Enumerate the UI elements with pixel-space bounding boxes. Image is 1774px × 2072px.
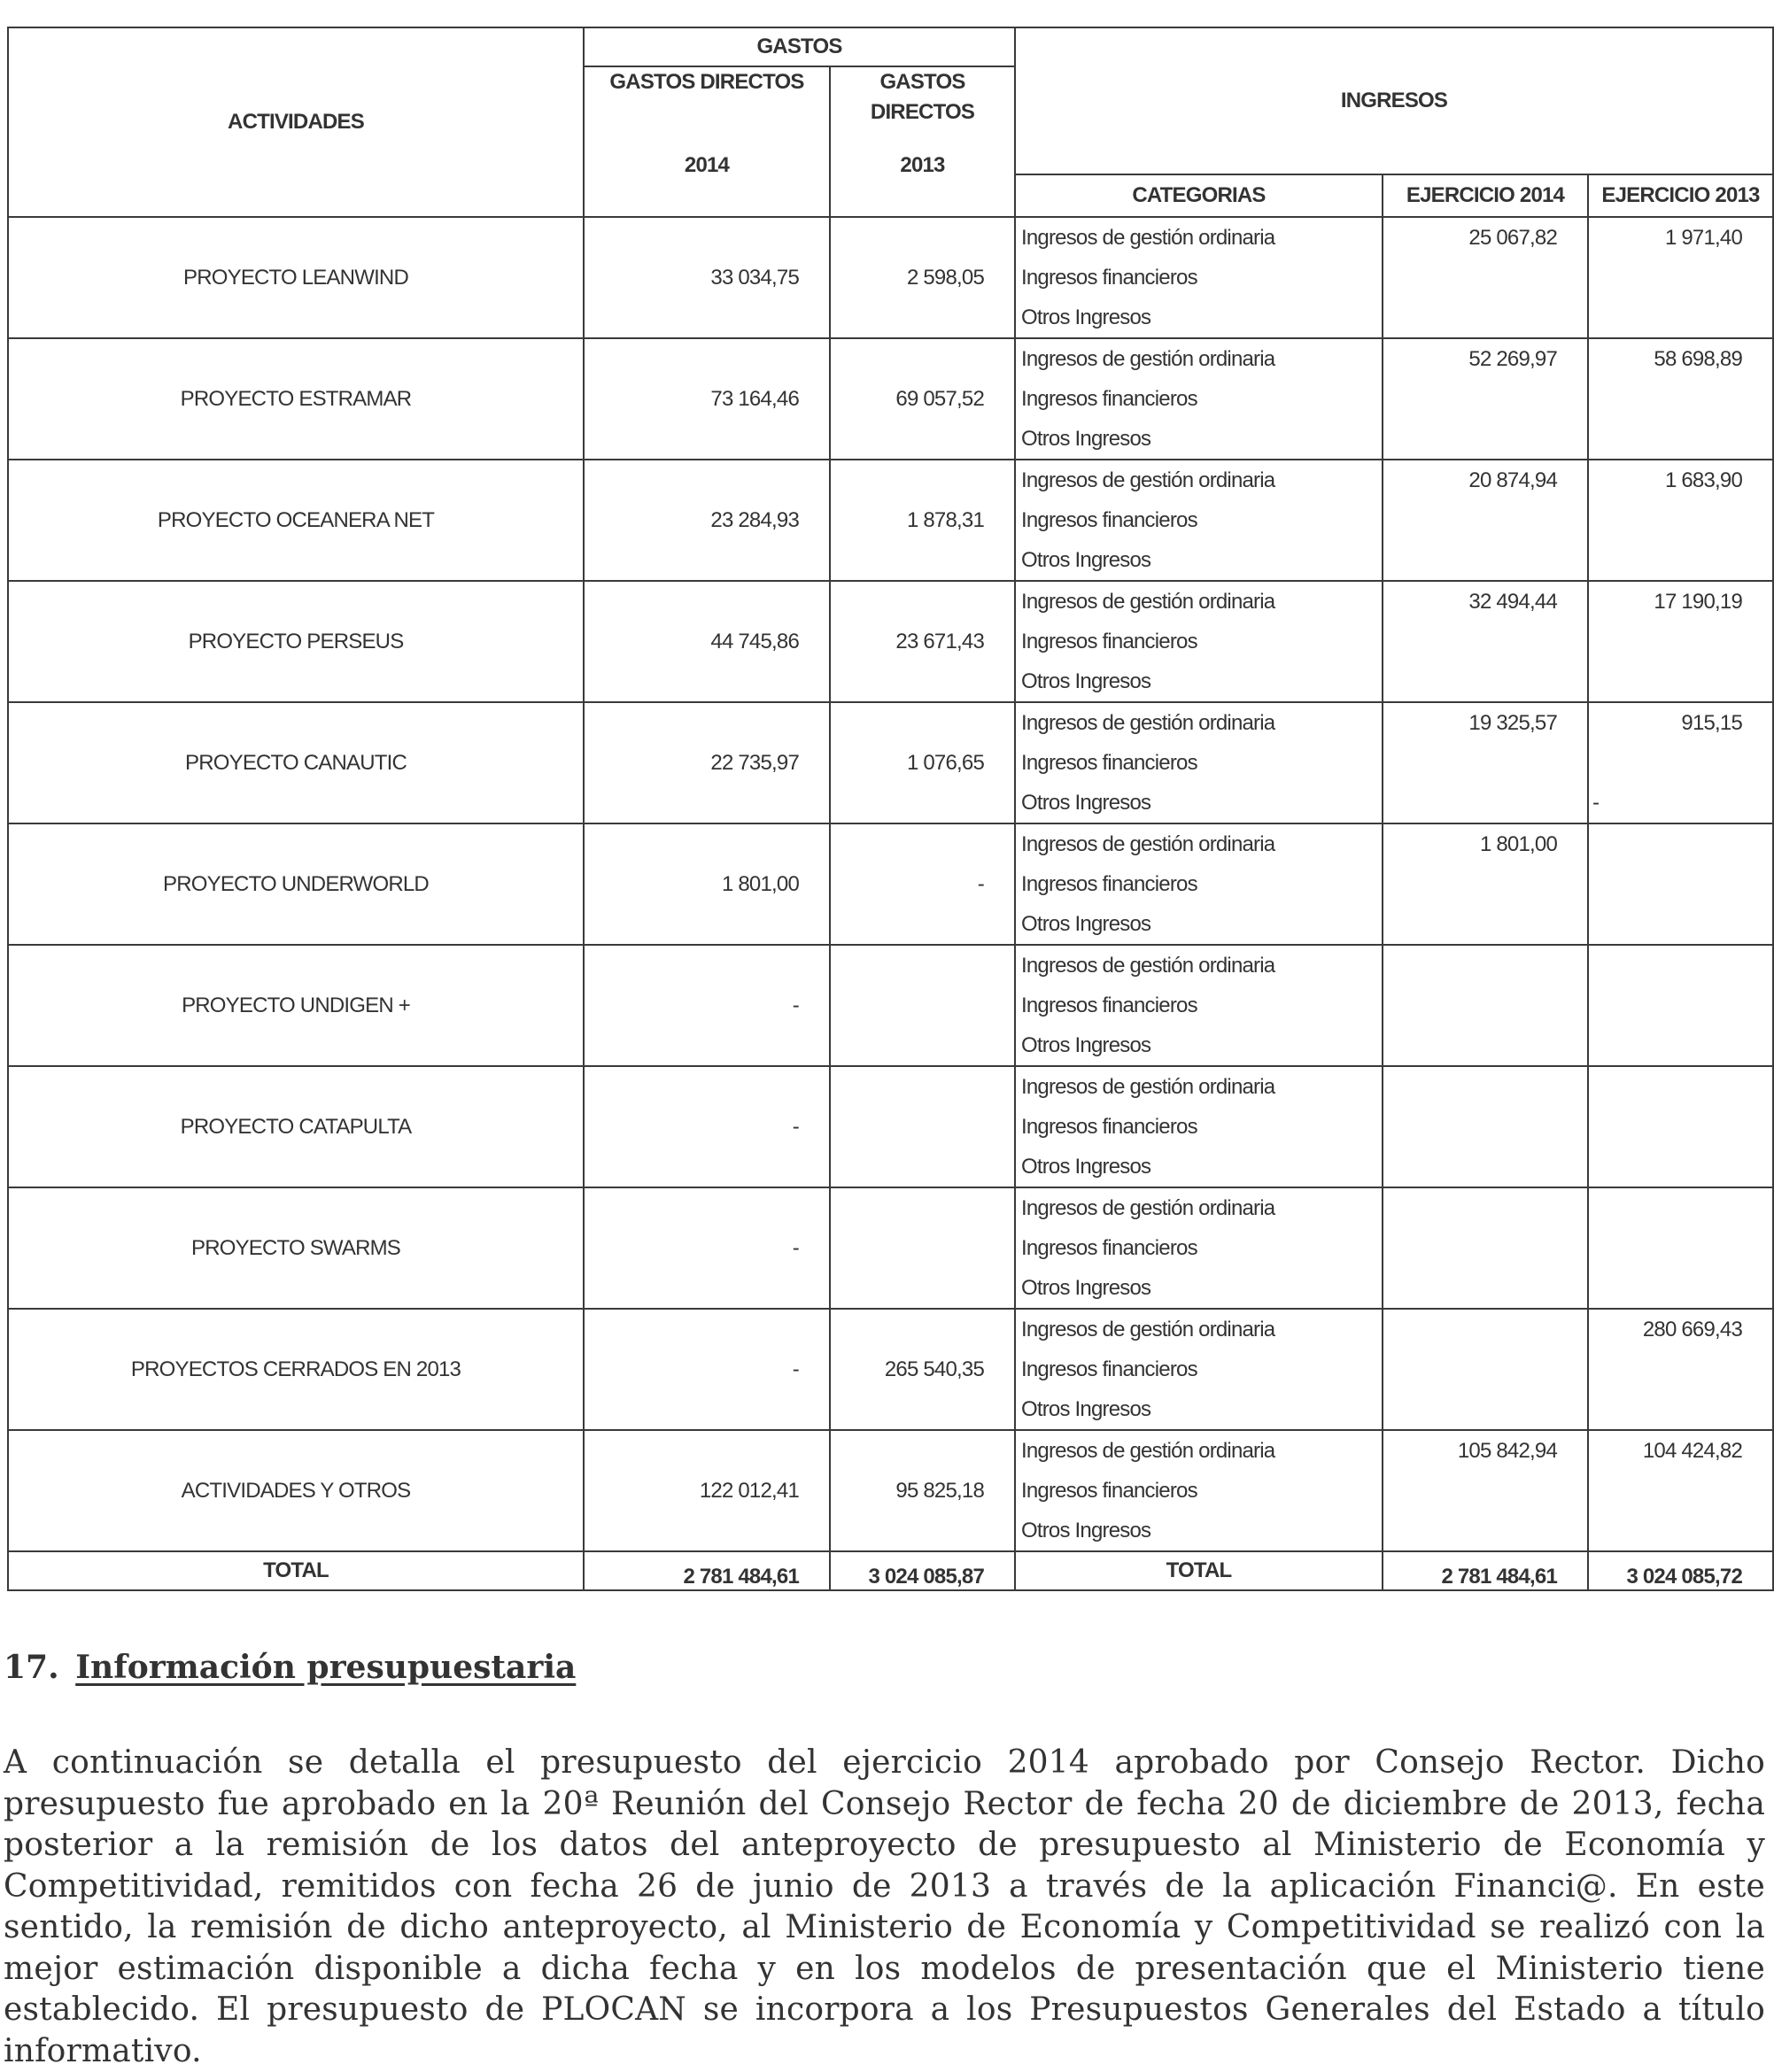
activity-name: PROYECTO LEANWIND <box>8 217 584 338</box>
category-label: Ingresos financieros <box>1021 1115 1197 1139</box>
income-value <box>1383 298 1557 337</box>
total-row <box>8 1551 1773 1590</box>
category-label: Otros Ingresos <box>1021 305 1151 329</box>
gastos-2014-value: 1 801,00 <box>584 823 830 945</box>
income-value <box>1383 1389 1557 1429</box>
income-value <box>1589 540 1742 580</box>
gastos-2013-value <box>830 1066 1015 1187</box>
income-value <box>1383 419 1557 459</box>
category-label: Otros Ingresos <box>1021 1276 1151 1300</box>
ingresos-2014-cell <box>1383 460 1588 581</box>
income-value: 105 842,94 <box>1457 1439 1557 1463</box>
income-value <box>1383 783 1557 823</box>
income-value <box>1589 986 1742 1025</box>
activity-name: PROYECTOS CERRADOS EN 2013 <box>8 1309 584 1430</box>
income-value <box>1383 946 1557 986</box>
category-label: Otros Ingresos <box>1021 1155 1151 1179</box>
category-label: Otros Ingresos <box>1021 912 1151 936</box>
income-value <box>1383 986 1557 1025</box>
activity-name: PROYECTO UNDERWORLD <box>8 823 584 945</box>
income-value: 280 669,43 <box>1642 1318 1742 1341</box>
ingresos-2013-cell <box>1588 702 1773 823</box>
category-label: Otros Ingresos <box>1021 791 1151 815</box>
income-value <box>1383 1067 1557 1107</box>
gastos-2014-value: 23 284,93 <box>584 460 830 581</box>
table-row <box>8 1309 1773 1430</box>
income-value <box>1383 1147 1557 1187</box>
category-label: Ingresos financieros <box>1021 993 1197 1017</box>
gastos-2013-value: - <box>830 823 1015 945</box>
activity-name: PROYECTO CATAPULTA <box>8 1066 584 1187</box>
category-label: Otros Ingresos <box>1021 548 1151 572</box>
body-paragraph: A continuación se detalla el presupuesto del ejercicio 2014 aprobado por Consejo Rector. Dicho presupuesto fue aprobado en la 20ª Reunión del Consejo Rector de fecha 20 de diciembre de 2013, fecha posterior a la remisión de los datos del anteproyecto de presupuesto al Ministerio de Economía y Competitividad, remitidos con fecha 26 de junio de 2013 a través de la aplicación Financi@. En este sentido, la remisión de dicho anteproyecto, al Ministerio de Economía y Competitividad se realizó con la mejor estimación disponible a dicha fecha y en los modelos de presentación que el Ministerio tiene establecido. El presupuesto de PLOCAN se incorpora a los Presupuestos Generales del Estado a título informativo. <box>4 1744 1765 2069</box>
category-label: Ingresos de gestión ordinaria <box>1021 347 1275 371</box>
income-value <box>1383 1107 1557 1147</box>
category-label: Ingresos financieros <box>1021 387 1197 411</box>
category-label: Otros Ingresos <box>1021 1519 1151 1542</box>
income-value: - <box>1592 791 1600 815</box>
header-year-2014: 2014 <box>684 153 730 177</box>
header-ejercicio-2014: EJERCICIO 2014 <box>1383 174 1588 217</box>
income-value <box>1383 500 1557 540</box>
income-value <box>1589 622 1742 661</box>
category-label: Ingresos de gestión ordinaria <box>1021 1075 1275 1099</box>
table-row <box>8 945 1773 1066</box>
ingresos-2014-cell <box>1383 945 1588 1066</box>
ingresos-2013-cell <box>1588 1430 1773 1551</box>
gastos-2014-value: - <box>584 1066 830 1187</box>
header-ingresos: INGRESOS <box>1015 27 1773 174</box>
category-label: Ingresos financieros <box>1021 630 1197 653</box>
ingresos-2013-cell <box>1588 1309 1773 1430</box>
category-label: Ingresos financieros <box>1021 1357 1197 1381</box>
income-value <box>1589 1228 1742 1268</box>
ingresos-2014-cell <box>1383 1309 1588 1430</box>
section-heading <box>4 1649 576 1686</box>
header-gastos: GASTOS <box>584 27 1015 66</box>
gastos-2014-value: 22 735,97 <box>584 702 830 823</box>
ingresos-2014-cell <box>1383 702 1588 823</box>
categories-cell <box>1015 217 1383 338</box>
income-value <box>1383 1511 1557 1550</box>
category-label: Ingresos de gestión ordinaria <box>1021 226 1275 250</box>
income-value <box>1589 864 1742 904</box>
income-value <box>1383 743 1557 783</box>
income-value <box>1589 1268 1742 1308</box>
category-label: Ingresos de gestión ordinaria <box>1021 954 1275 978</box>
activity-name: PROYECTO OCEANERA NET <box>8 460 584 581</box>
category-label: Ingresos financieros <box>1021 508 1197 532</box>
table-row <box>8 581 1773 702</box>
gastos-2013-value: 1 878,31 <box>830 460 1015 581</box>
income-value <box>1589 500 1742 540</box>
table-row <box>8 702 1773 823</box>
category-label: Ingresos de gestión ordinaria <box>1021 1196 1275 1220</box>
income-value: 1 971,40 <box>1664 226 1742 250</box>
ingresos-2013-cell <box>1588 581 1773 702</box>
categories-cell <box>1015 1309 1383 1430</box>
category-label: Ingresos de gestión ordinaria <box>1021 832 1275 856</box>
category-label: Ingresos financieros <box>1021 266 1197 290</box>
income-value <box>1589 1349 1742 1389</box>
category-label: Otros Ingresos <box>1021 669 1151 693</box>
total-ingresos-2013: 3 024 085,72 <box>1588 1551 1773 1590</box>
gastos-2013-value: 95 825,18 <box>830 1430 1015 1551</box>
gastos-2013-value: 23 671,43 <box>830 581 1015 702</box>
income-value <box>1589 661 1742 701</box>
category-label: Ingresos de gestión ordinaria <box>1021 711 1275 735</box>
category-label: Ingresos de gestión ordinaria <box>1021 590 1275 614</box>
category-label: Ingresos de gestión ordinaria <box>1021 1318 1275 1341</box>
income-value <box>1383 864 1557 904</box>
categories-cell <box>1015 460 1383 581</box>
income-value <box>1589 1471 1742 1511</box>
total-label-right: TOTAL <box>1015 1551 1383 1590</box>
activity-name: PROYECTO SWARMS <box>8 1187 584 1309</box>
activities-financial-table <box>7 27 1774 1591</box>
income-value: 1 801,00 <box>1479 832 1557 856</box>
categories-cell <box>1015 1066 1383 1187</box>
income-value <box>1589 1107 1742 1147</box>
section-title: Información presupuestaria <box>75 1649 577 1686</box>
table-row <box>8 823 1773 945</box>
income-value <box>1383 1471 1557 1511</box>
categories-cell <box>1015 702 1383 823</box>
ingresos-2014-cell <box>1383 1066 1588 1187</box>
header-gastos-directos-2013 <box>830 66 1015 217</box>
category-label: Ingresos financieros <box>1021 751 1197 775</box>
gastos-2014-value: - <box>584 1187 830 1309</box>
income-value <box>1383 1310 1557 1349</box>
categories-cell <box>1015 823 1383 945</box>
total-ingresos-2014: 2 781 484,61 <box>1383 1551 1588 1590</box>
table-body <box>8 217 1773 1551</box>
ingresos-2014-cell <box>1383 1430 1588 1551</box>
gastos-2013-value <box>830 1187 1015 1309</box>
income-value: 20 874,94 <box>1468 468 1557 492</box>
income-value <box>1589 258 1742 298</box>
header-gastos-directos-label: GASTOS DIRECTOS <box>609 70 804 94</box>
income-value: 52 269,97 <box>1468 347 1557 371</box>
header-year-2013: 2013 <box>900 153 945 177</box>
categories-cell <box>1015 945 1383 1066</box>
income-value <box>1589 298 1742 337</box>
ingresos-2013-cell <box>1588 460 1773 581</box>
income-value <box>1383 379 1557 419</box>
gastos-2013-value: 1 076,65 <box>830 702 1015 823</box>
ingresos-2013-cell <box>1588 945 1773 1066</box>
income-value <box>1383 1349 1557 1389</box>
category-label: Otros Ingresos <box>1021 427 1151 451</box>
category-label: Ingresos financieros <box>1021 872 1197 896</box>
income-value: 19 325,57 <box>1468 711 1557 735</box>
income-value <box>1589 1188 1742 1228</box>
header-categorias: CATEGORIAS <box>1015 174 1383 217</box>
income-value <box>1383 1188 1557 1228</box>
table-row <box>8 1066 1773 1187</box>
gastos-2013-value: 2 598,05 <box>830 217 1015 338</box>
categories-cell <box>1015 1187 1383 1309</box>
income-value <box>1383 1268 1557 1308</box>
gastos-2014-value: 73 164,46 <box>584 338 830 460</box>
ingresos-2013-cell <box>1588 217 1773 338</box>
gastos-2013-value: 69 057,52 <box>830 338 1015 460</box>
ingresos-2013-cell <box>1588 338 1773 460</box>
category-label: Ingresos de gestión ordinaria <box>1021 1439 1275 1463</box>
gastos-2014-value: 122 012,41 <box>584 1430 830 1551</box>
income-value <box>1383 540 1557 580</box>
activity-name: PROYECTO CANAUTIC <box>8 702 584 823</box>
income-value: 58 698,89 <box>1654 347 1742 371</box>
table-row <box>8 217 1773 338</box>
header-actividades: ACTIVIDADES <box>8 27 584 217</box>
income-value <box>1383 622 1557 661</box>
income-value: 17 190,19 <box>1654 590 1742 614</box>
income-value <box>1589 743 1742 783</box>
categories-cell <box>1015 1430 1383 1551</box>
ingresos-2014-cell <box>1383 823 1588 945</box>
income-value <box>1589 946 1742 986</box>
header-gastos-directos-label: GASTOS DIRECTOS <box>870 70 975 124</box>
income-value: 104 424,82 <box>1642 1439 1742 1463</box>
total-gastos-2014: 2 781 484,61 <box>584 1551 830 1590</box>
income-value <box>1589 1147 1742 1187</box>
income-value <box>1589 1511 1742 1550</box>
income-value <box>1589 904 1742 944</box>
income-value <box>1383 1025 1557 1065</box>
header-gastos-directos-2014 <box>584 66 830 217</box>
activity-name: ACTIVIDADES Y OTROS <box>8 1430 584 1551</box>
income-value: 32 494,44 <box>1468 590 1557 614</box>
categories-cell <box>1015 581 1383 702</box>
gastos-2013-value <box>830 945 1015 1066</box>
gastos-2014-value: - <box>584 1309 830 1430</box>
income-value: 25 067,82 <box>1468 226 1557 250</box>
table-row <box>8 1187 1773 1309</box>
income-value <box>1383 1228 1557 1268</box>
income-value <box>1589 1389 1742 1429</box>
income-value <box>1589 419 1742 459</box>
category-label: Ingresos de gestión ordinaria <box>1021 468 1275 492</box>
income-value <box>1383 661 1557 701</box>
ingresos-2014-cell <box>1383 217 1588 338</box>
category-label: Otros Ingresos <box>1021 1033 1151 1057</box>
income-value <box>1589 379 1742 419</box>
table-row <box>8 460 1773 581</box>
ingresos-2014-cell <box>1383 1187 1588 1309</box>
income-value <box>1589 1025 1742 1065</box>
categories-cell <box>1015 338 1383 460</box>
header-ejercicio-2013: EJERCICIO 2013 <box>1588 174 1773 217</box>
ingresos-2013-cell <box>1588 823 1773 945</box>
income-value: 915,15 <box>1681 711 1742 735</box>
activity-name: PROYECTO ESTRAMAR <box>8 338 584 460</box>
gastos-2014-value: 44 745,86 <box>584 581 830 702</box>
ingresos-2014-cell <box>1383 338 1588 460</box>
income-value <box>1383 904 1557 944</box>
activity-name: PROYECTO PERSEUS <box>8 581 584 702</box>
total-gastos-2013: 3 024 085,87 <box>830 1551 1015 1590</box>
category-label: Ingresos financieros <box>1021 1236 1197 1260</box>
income-value: 1 683,90 <box>1664 468 1742 492</box>
gastos-2014-value: 33 034,75 <box>584 217 830 338</box>
ingresos-2014-cell <box>1383 581 1588 702</box>
income-value <box>1589 1067 1742 1107</box>
ingresos-2013-cell <box>1588 1187 1773 1309</box>
table-row <box>8 338 1773 460</box>
activity-name: PROYECTO UNDIGEN + <box>8 945 584 1066</box>
ingresos-2013-cell <box>1588 1066 1773 1187</box>
table-row <box>8 1430 1773 1551</box>
gastos-2014-value: - <box>584 945 830 1066</box>
total-label-left: TOTAL <box>8 1551 584 1590</box>
section-number: 17. <box>4 1649 59 1686</box>
category-label: Ingresos financieros <box>1021 1479 1197 1503</box>
income-value <box>1383 258 1557 298</box>
gastos-2013-value: 265 540,35 <box>830 1309 1015 1430</box>
category-label: Otros Ingresos <box>1021 1397 1151 1421</box>
income-value <box>1589 824 1742 864</box>
